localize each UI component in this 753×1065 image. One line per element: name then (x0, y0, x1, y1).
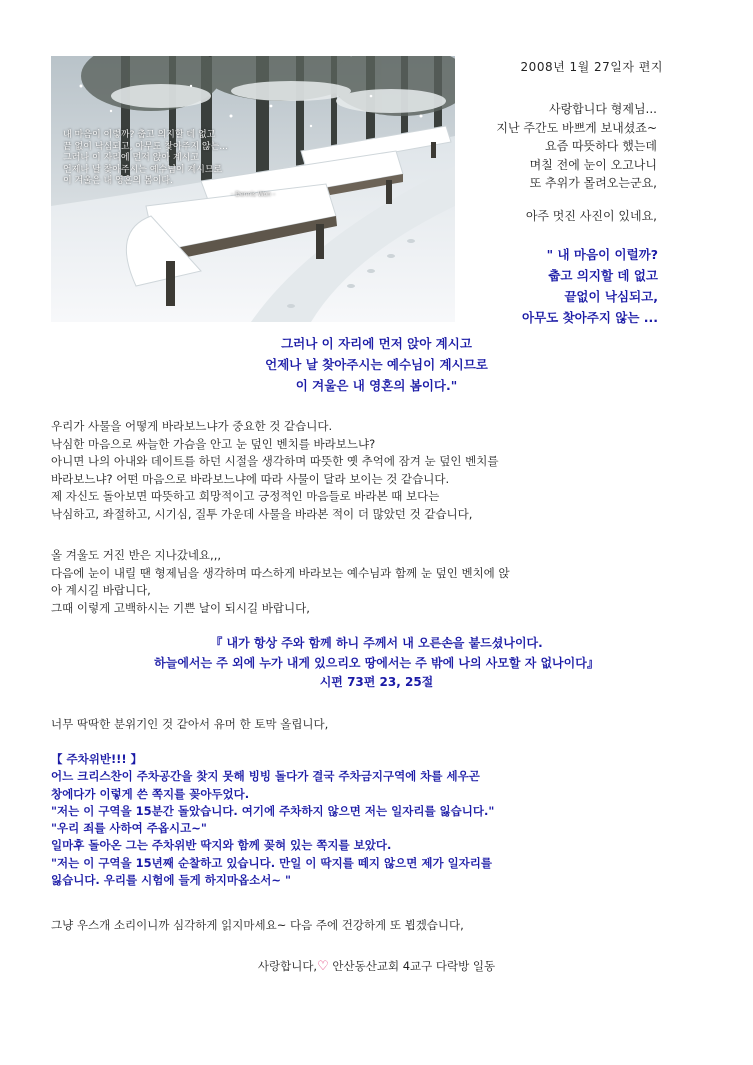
greeting-line: 요즘 따뜻하다 했는데 (545, 139, 657, 153)
greeting-line: 며칠 전에 눈이 오고나니 (529, 157, 657, 172)
photo-poem-line: 그러나 이 자리에 먼저 앉아 계시고 (63, 153, 200, 163)
photo-poem-line: 이 겨울은 내 영혼의 봄이다. (63, 176, 173, 186)
snowy-bench-photo (51, 56, 455, 322)
paragraph-line: 낙심하고, 좌절하고, 시기심, 질투 가운데 사물을 바라본 적이 더 많았던 것 같습니다, (51, 506, 473, 521)
greeting-line: 또 추위가 몰려오는군요, (529, 176, 657, 190)
photo-poem-line: 언제나 날 찾아주시는 예수님이 계시므로 (63, 164, 223, 175)
bible-line: 『 내가 항상 주와 함께 하니 주께서 내 오른손을 붙드셨나이다. (210, 636, 543, 650)
humor-line: "우리 죄를 사하여 주옵시고~" (51, 821, 207, 836)
paragraph-line: 바라보느냐? 어떤 마음으로 바라보느냐에 따라 사물이 달라 보이는 것 같습니다. (51, 471, 450, 486)
humor-line: 일마후 돌아온 그는 주차위반 딱지와 함께 꽂혀 있는 쪽지를 보았다. (51, 838, 392, 853)
paragraph-line: 아니면 나의 아내와 데이트를 하던 시절을 생각하며 따뜻한 옛 추억에 잠겨 눈 덮인 벤치를 (51, 454, 499, 468)
bible-line: 하늘에서는 주 외에 누가 내게 있으리오 땅에서는 주 밖에 나의 사모할 자 없나이다』 (154, 655, 599, 670)
greeting-line: 사랑합니다 형제님... (549, 102, 657, 116)
verse-line: 이 겨울은 내 영혼의 봄이다." (295, 378, 458, 393)
verse-right-block (428, 244, 658, 328)
heart-icon: ♡ (317, 959, 329, 974)
paragraph-perspective (51, 418, 701, 523)
bible-reference: 시편 73편 23, 25절 (319, 675, 434, 689)
humor-line: 잃습니다. 우리를 시험에 들게 하지마옵소서~ " (51, 873, 291, 888)
verse-line: 언제나 날 찾아주시는 예수님이 계시므로 (265, 357, 488, 372)
verse-line: 아무도 찾아주지 않는 ... (522, 310, 658, 325)
paragraph-line: 우리가 사물을 어떻게 바라보느냐가 중요한 것 같습니다. (51, 419, 333, 433)
humor-line: "저는 이 구역을 15분간 돌았습니다. 여기에 주차하지 않으면 저는 일자리를 잃습니다." (51, 803, 495, 818)
paragraph-winter (51, 547, 701, 617)
paragraph-humor-intro (51, 716, 701, 734)
verse-line: 춥고 의지할 데 없고 (548, 268, 658, 283)
greeting-block (437, 100, 657, 225)
paragraph-line: 다음에 눈이 내릴 땐 형제님을 생각하며 따스하게 바라보는 예수님과 함께 눈 덮인 벤치에 앉 (51, 565, 510, 580)
paragraph-line: 그냥 우스개 소리이니까 심각하게 읽지마세요~ 다음 주에 건강하게 또 뵙겠습니다, (51, 918, 464, 932)
verse-line: 끝없이 낙심되고, (564, 289, 658, 304)
signature-prefix: 사랑합니다, (257, 959, 318, 973)
letter-date-title: 2008년 1월 27일자 편지 (520, 60, 663, 74)
bible-verse-block (0, 634, 753, 693)
paragraph-line: 너무 딱딱한 분위기인 것 같아서 유머 한 토막 올립니다, (51, 717, 329, 731)
humor-line: 어느 크리스찬이 주차공간을 찾지 못해 빙빙 돌다가 결국 주차금지구역에 차를 세우곤 (51, 769, 480, 784)
photo-poem-line: 끝 없이 낙심되고, 아무도 찾아주지 않는... (63, 141, 228, 152)
humor-line: "저는 이 구역을 15년째 순찰하고 있습니다. 만일 이 딱지를 떼지 않으면 제가 일자리를 (51, 855, 493, 870)
humor-title: 【 주차위반!!! 】 (51, 752, 143, 766)
verse-line: 그러나 이 자리에 먼저 앉아 계시고 (281, 336, 472, 351)
photo-note: 아주 멋진 사진이 있네요, (525, 208, 657, 223)
humor-block (51, 751, 701, 889)
paragraph-line: 낙심한 마음으로 싸늘한 가슴을 안고 눈 덮인 벤치를 바라보느냐? (51, 436, 376, 451)
greeting-line: 지난 주간도 바쁘게 보내셨죠~ (496, 120, 657, 135)
paragraph-line: 아 계시길 바랍니다, (51, 583, 151, 597)
paragraph-line: 제 자신도 돌아보면 따뜻하고 희망적이고 긍정적인 마음들로 바라본 때 보다는 (51, 489, 440, 503)
signature-suffix: 안산동산교회 4교구 다락방 일동 (328, 959, 496, 973)
paragraph-closing (51, 917, 701, 935)
paragraph-line: 그때 이렇게 고백하시는 기쁜 날이 되시길 바랍니다, (51, 600, 310, 615)
paragraph-line: 올 겨울도 거진 반은 지나갔네요,,, (51, 548, 222, 562)
verse-center-block (0, 333, 753, 396)
photo-poem-author: - Dennis Won - (231, 190, 275, 198)
photo-poem-overlay (63, 130, 303, 200)
verse-line: " 내 마음이 이럴까? (546, 247, 658, 262)
photo-poem-line: 내 마음이 이렇까? 춥고 의지할 데 없고 (63, 130, 216, 140)
signature (0, 958, 753, 974)
humor-line: 창에다가 이렇게 쓴 쪽지를 꽂아두었다. (51, 786, 250, 801)
